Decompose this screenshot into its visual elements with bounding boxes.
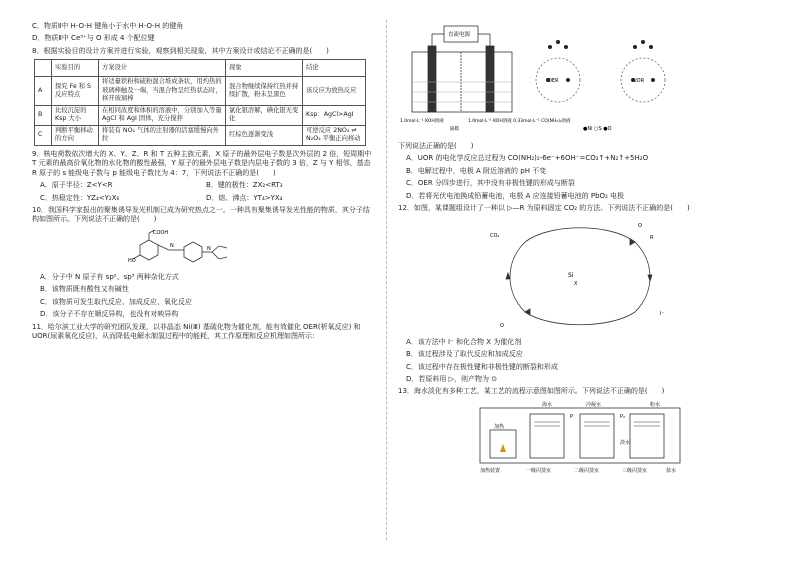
svg-text:N: N	[170, 242, 174, 249]
table-row	[35, 125, 366, 145]
svg-text:O: O	[638, 222, 642, 229]
q11-electrolysis-figure	[398, 22, 762, 140]
left-column	[32, 22, 372, 345]
q13-desalination-diagram	[470, 400, 690, 478]
table-cell: 探究 Fe 和 S 反应特点	[52, 77, 99, 106]
svg-text:N: N	[207, 245, 211, 252]
svg-text:X: X	[574, 280, 578, 287]
q12-stem: 12．如图，某课题组设计了一种以 ▷—R 为原料固定 CO₂ 的方法。下列说法不正确的是( )	[398, 204, 690, 213]
table-cell: 将适量铁粉和硫粉混合堆成条状，用灼热的玻璃棒触及一端，当混合物呈红热状态时，移开玻璃棒	[99, 77, 226, 106]
svg-text:COOH: COOH	[153, 229, 169, 236]
q12-option-d: D．若原料用 ▷，则产物为 ⊙	[406, 374, 498, 383]
table-cell: 可逆反应 2NO₂ ⇌ N₂O₄ 平衡正向移动	[303, 125, 366, 145]
table-cell: 比较沉淀的 Ksp 大小	[52, 105, 99, 125]
table-cell: C	[35, 125, 52, 145]
svg-text:UOR: UOR	[633, 78, 645, 84]
fig13-freshwater-label: 淡水	[620, 439, 631, 446]
q9-option-a: A．原子半径：Z<Y<R	[40, 181, 113, 190]
q10-option-a: A．分子中 N 原子有 sp²、sp³ 两种杂化方式	[40, 272, 179, 281]
svg-text:HO: HO	[128, 257, 136, 264]
q12-option-b: B．该过程涉及了取代反应和加成反应	[406, 350, 523, 359]
fig13-stage2-label: 二级闪蒸室	[574, 467, 600, 474]
svg-text:I⁻: I⁻	[660, 310, 665, 317]
column-divider	[386, 20, 387, 540]
table-cell: A	[35, 77, 52, 106]
table-cell: 氯化银溶解，碘化银无变化	[226, 105, 303, 125]
table-cell: Ksp：AgCl>AgI	[303, 105, 366, 125]
fig13-heater-label: 加热装置	[480, 467, 501, 474]
fig13-brine-label: 盐水	[666, 467, 677, 474]
table-cell: 该反应为放热反应	[303, 77, 366, 106]
q10-stem: 10．我国科学家报出的聚集诱导发光机制已成为研究热点之一。一种具有聚集诱导发光性能的物质，其分子结构如图所示。下列说法不正确的是( )	[32, 206, 370, 224]
q11-option-d: D．若将光伏电池换成铅蓄电池，电极 A 应连接铅蓄电池的 PbO₂ 电极	[406, 191, 625, 200]
table-row	[35, 105, 366, 125]
table-cell: 混合物继续保持红热并持续扩散，粉末呈黑色	[226, 77, 303, 106]
table-cell: 判断平衡移动的方向	[52, 125, 99, 145]
q8-option-d: D．物质Ⅱ中 Ce³⁺与 O 形成 4 个配位键	[32, 34, 155, 43]
q11-question: 下列说法正确的是( )	[398, 142, 474, 150]
q13-stem: 13．海水淡化有多种工艺，某工艺的流程示意图如图所示。下列说法不正确的是( )	[398, 387, 665, 396]
table-header: 现象	[226, 60, 303, 77]
fig13-seawater-label: 海水	[542, 401, 553, 408]
experiment-table	[34, 59, 366, 146]
table-cell: 将装有 NO₂ 气体的注射器的活塞缓慢向外拉	[99, 125, 226, 145]
fig13-heating-label: 加热	[494, 423, 505, 430]
atom-legend: ●Ni ○S ●O	[583, 126, 612, 132]
table-header: 方案设计	[99, 60, 226, 77]
q9-options-row1	[40, 181, 372, 190]
q8-stem: 8．根据实验目的设计方案并进行实验，观察到相关现象，其中方案设计或结论不正确的是( )	[32, 46, 329, 55]
power-source-label: 直流电源	[448, 32, 471, 38]
right-column	[398, 22, 762, 478]
table-cell: 在相同浓度和体积的溶液中，分别加入等量 AgCl 和 AgI 固体，充分搅拌	[99, 105, 226, 125]
q11-option-b: B．电解过程中，电极 A 附近溶液的 pH 不变	[406, 166, 547, 175]
table-cell: 红棕色逐渐变浅	[226, 125, 303, 145]
q9-stem: 9．核电荷数依次增大的 X、Y、Z、R 和 T 五种主族元素，X 原子的最外层电子数是次外层的 2 倍，短周期中 T 元素的最高价氧化物的水化物的酸性最强，Y 原子的最外层电子数是内层电子数的 3 倍，Z 与 Y 相邻，基态 R 原子的 s 能级电子数与 p 能级电子数比为 4：7，下列说法不正确的是( )	[32, 149, 372, 177]
q9-options-row2	[40, 194, 372, 203]
q10-option-d: D．该分子不存在顺反异构，也没有对映异构	[40, 310, 179, 319]
svg-text:CO₂: CO₂	[490, 232, 500, 239]
q10-option-c: C．该物质可发生取代反应、加成反应、氧化反应	[40, 297, 192, 306]
fig13-p2-label: P₂	[620, 413, 626, 420]
fig13-powder-water-label: 粉水	[650, 401, 661, 408]
q10-molecule-structure	[127, 228, 277, 270]
svg-text:OER: OER	[548, 78, 559, 84]
q11-option-c: C．OER 分四步进行，其中没有非极性键的形成与断裂	[406, 179, 575, 188]
left-solution-label: 1.0mol·L⁻¹ KOH溶液	[400, 119, 444, 124]
q9-option-d: D．熔、沸点：YT₄>YX₄	[206, 193, 283, 202]
svg-text:R: R	[650, 234, 654, 241]
q11-stem: 11．哈尔滨工业大学的研究团队发现，以非晶态 Ni(Ⅲ) 基硫化物为催化剂，能有效催化 OER(析氧反应) 和 UOR(尿素氧化反应)，从而降低电解水制氢过程中的能耗，其工作原理和反应机理如图所示：	[32, 322, 361, 341]
q9-option-c: C．热稳定性：YZ₄<Y₂X₆	[40, 193, 120, 202]
table-header: 实验目的	[52, 60, 99, 77]
svg-text:Si: Si	[568, 271, 574, 279]
right-solution-label: 1.0mol·L⁻¹ KOH溶液 0.33mol·L⁻¹ CO(NH₂)₂溶液	[468, 119, 571, 124]
table-header	[35, 60, 52, 77]
q12-catalytic-cycle	[470, 217, 690, 335]
q8-option-c: C．物质Ⅱ中 H-O-H 键角小于水中 H-O-H 的键角	[32, 22, 184, 30]
q11-option-a: A．UOR 的电化学反应总过程为 CO(NH₂)₂-6e⁻+6OH⁻=CO₂↑+N₂↑+5H₂O	[406, 154, 649, 163]
q12-option-c: C．该过程中存在极性键和非极性键的断裂和形成	[406, 362, 558, 371]
table-header-row	[35, 60, 366, 77]
svg-text:O: O	[500, 322, 504, 329]
fig13-stage1-label: 一级闪蒸室	[526, 467, 552, 474]
membrane-label: 隔膜	[450, 127, 459, 132]
table-cell: B	[35, 105, 52, 125]
q12-option-a: A．该方法中 I⁻ 和化合物 X 为催化剂	[406, 337, 522, 346]
q9-option-b: B．键的极性：ZX₂<RT₃	[206, 181, 283, 190]
fig13-condensate-label: 冷凝水	[586, 401, 602, 408]
table-header: 结论	[303, 60, 366, 77]
fig13-p-label: P	[570, 413, 574, 420]
fig13-stage3-label: 三级闪蒸室	[622, 467, 648, 474]
table-row	[35, 77, 366, 106]
q10-option-b: B．该物质既有酸性又有碱性	[40, 285, 129, 294]
